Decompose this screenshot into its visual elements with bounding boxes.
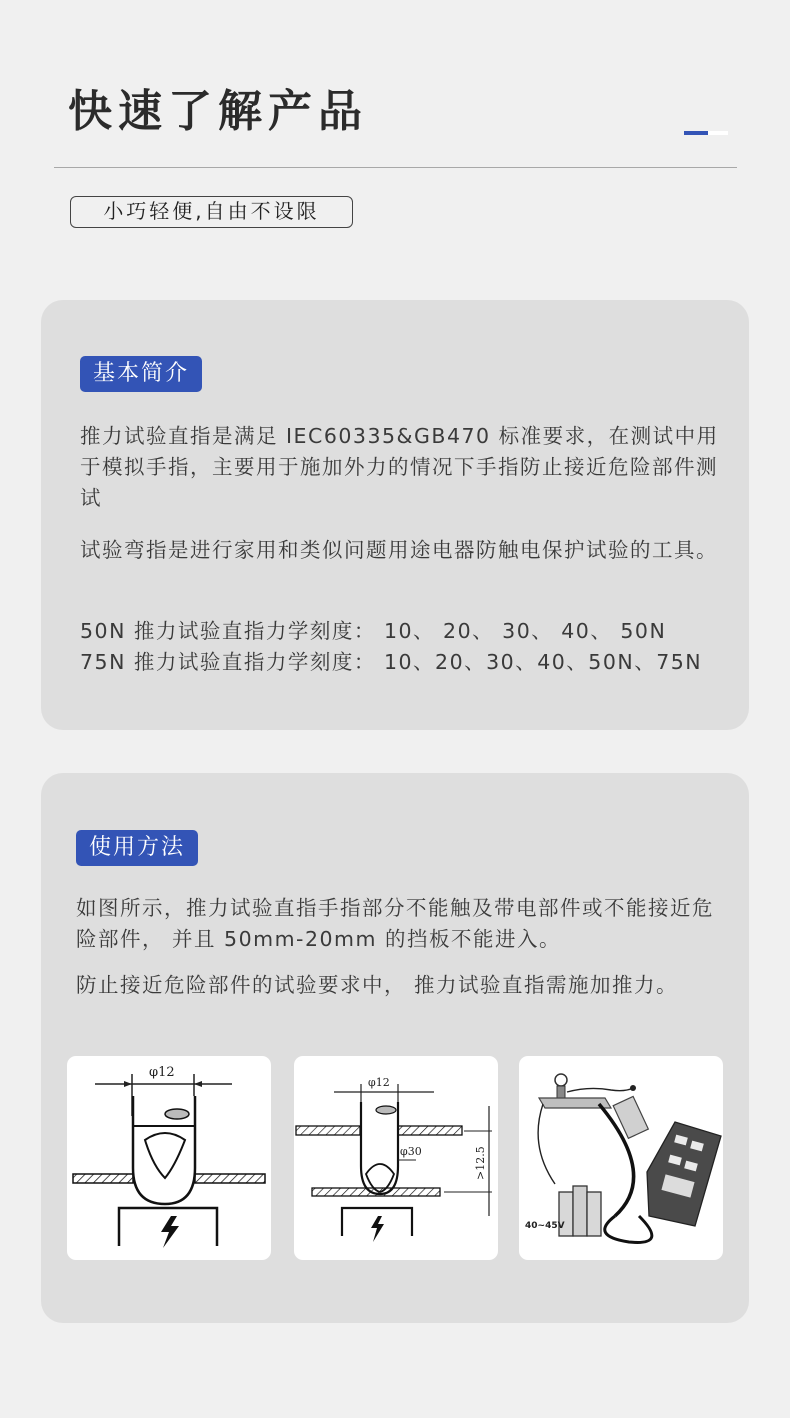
dim-label-phi30: φ30: [400, 1145, 422, 1158]
dim-label-12-5: >12.5: [474, 1146, 487, 1180]
intro-card: [41, 300, 749, 730]
page-title: 快速了解产品: [68, 86, 368, 137]
voltage-label: 40~45V: [525, 1221, 565, 1231]
finger-diagram-1-drawing: [67, 1056, 271, 1260]
tagline-box: 小巧轻便,自由不设限: [70, 196, 353, 228]
usage-paragraph: 防止接近危险部件的试验要求中， 推力试验直指需施加推力。: [76, 973, 679, 997]
test-setup-photo: [519, 1056, 723, 1260]
dim-label-phi12: φ12: [149, 1065, 175, 1080]
scale-50n-line: 50N 推力试验直指力学刻度： 10、 20、 30、 40、 50N: [80, 619, 667, 643]
intro-paragraph: 推力试验直指是满足 IEC60335&GB470 标准要求，在测试中用于模拟手指，主要用于施加外力的情况下手指防止接近危险部件测试: [80, 424, 719, 510]
accent-white-segment: [708, 131, 728, 135]
header-divider: [54, 167, 737, 168]
usage-badge: 使用方法: [76, 830, 198, 866]
title-accent-bar: [684, 131, 728, 135]
intro-paragraph: 试验弯指是进行家用和类似问题用途电器防触电保护试验的工具。: [80, 538, 718, 562]
accent-blue-segment: [684, 131, 708, 135]
intro-badge: 基本简介: [80, 356, 202, 392]
finger-diagram-2-drawing: [294, 1056, 498, 1260]
test-setup-drawing: [519, 1056, 723, 1260]
usage-paragraph: 如图所示，推力试验直指手指部分不能触及带电部件或不能接近危险部件， 并且 50mm-20mm 的挡板不能进入。: [76, 896, 714, 951]
dim-label-phi12: φ12: [368, 1076, 390, 1089]
finger-diagram-1: [67, 1056, 271, 1260]
scale-75n-line: 75N 推力试验直指力学刻度： 10、20、30、40、50N、75N: [80, 650, 703, 674]
usage-card: [41, 773, 749, 1323]
finger-diagram-2: [294, 1056, 498, 1260]
bulb-icon: [555, 1074, 567, 1086]
